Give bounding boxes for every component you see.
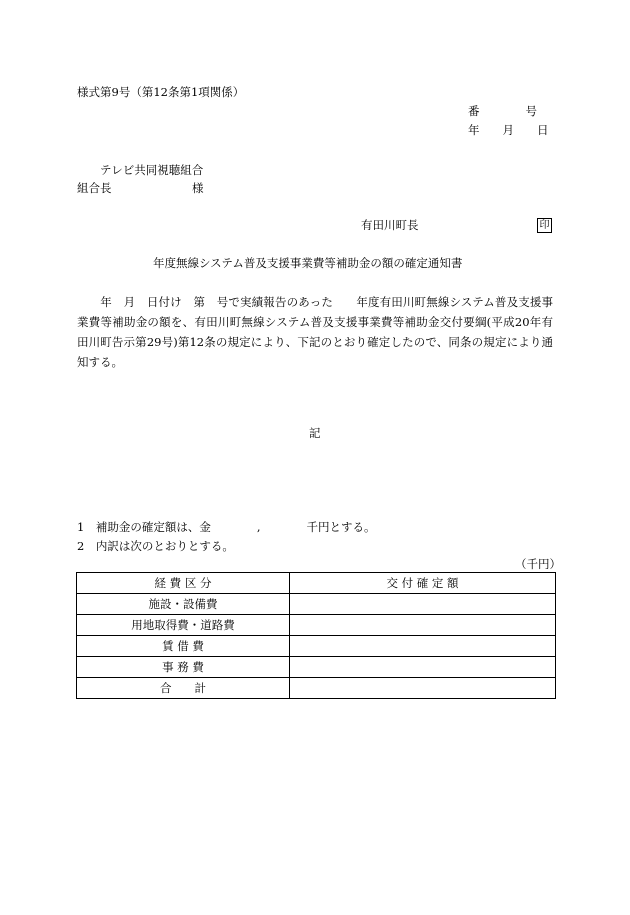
- header-category: 経 費 区 分: [77, 573, 290, 594]
- row-amount: [290, 615, 556, 636]
- row-category: 施設・設備費: [77, 594, 290, 615]
- header-amount: 交 付 確 定 額: [290, 573, 556, 594]
- ki-label: 記: [309, 426, 321, 440]
- row-category: 合 計: [77, 678, 290, 699]
- addressee-org: テレビ共同視聴組合: [100, 163, 204, 177]
- table-row: [77, 615, 556, 636]
- item-breakdown: 2 内訳は次のとおりとする。: [77, 539, 234, 553]
- table-row: [77, 636, 556, 657]
- row-amount: [290, 657, 556, 678]
- form-label: 様式第9号（第12条第1項関係）: [77, 85, 245, 99]
- seal-mark: [537, 217, 552, 233]
- sender-name: 有田川町長: [361, 218, 419, 232]
- table-row: [77, 678, 556, 699]
- row-category: 用地取得費・道路費: [77, 615, 290, 636]
- addressee-chief: 組合長 様: [77, 181, 204, 195]
- item-amount: 1 補助金の確定額は、金 , 千円とする。: [77, 520, 376, 534]
- body-paragraph: 年 月 日付け 第 号で実績報告のあった 年度有田川町無線システム普及支援事業費等補助金の額を、有田川町無線システム普及支援事業費等補助金交付要綱(平成20年有田川町告示第29号)第12条の規定により、下記のとおり確定したので、同条の規定により通知する。: [77, 295, 553, 369]
- unit-label: （千円）: [515, 557, 561, 571]
- row-amount: [290, 594, 556, 615]
- document-title: 年度無線システム普及支援事業費等補助金の額の確定通知書: [153, 256, 463, 270]
- table-row: [77, 657, 556, 678]
- row-amount: [290, 636, 556, 657]
- row-category: 事 務 費: [77, 657, 290, 678]
- document-date: 年 月 日: [468, 123, 549, 137]
- table-header-row: [77, 573, 556, 594]
- row-category: 賃 借 費: [77, 636, 290, 657]
- breakdown-table: [76, 572, 556, 699]
- row-amount: [290, 678, 556, 699]
- document-number: 番 号: [468, 104, 537, 118]
- table-row: [77, 594, 556, 615]
- seal-glyph: 印: [537, 218, 552, 233]
